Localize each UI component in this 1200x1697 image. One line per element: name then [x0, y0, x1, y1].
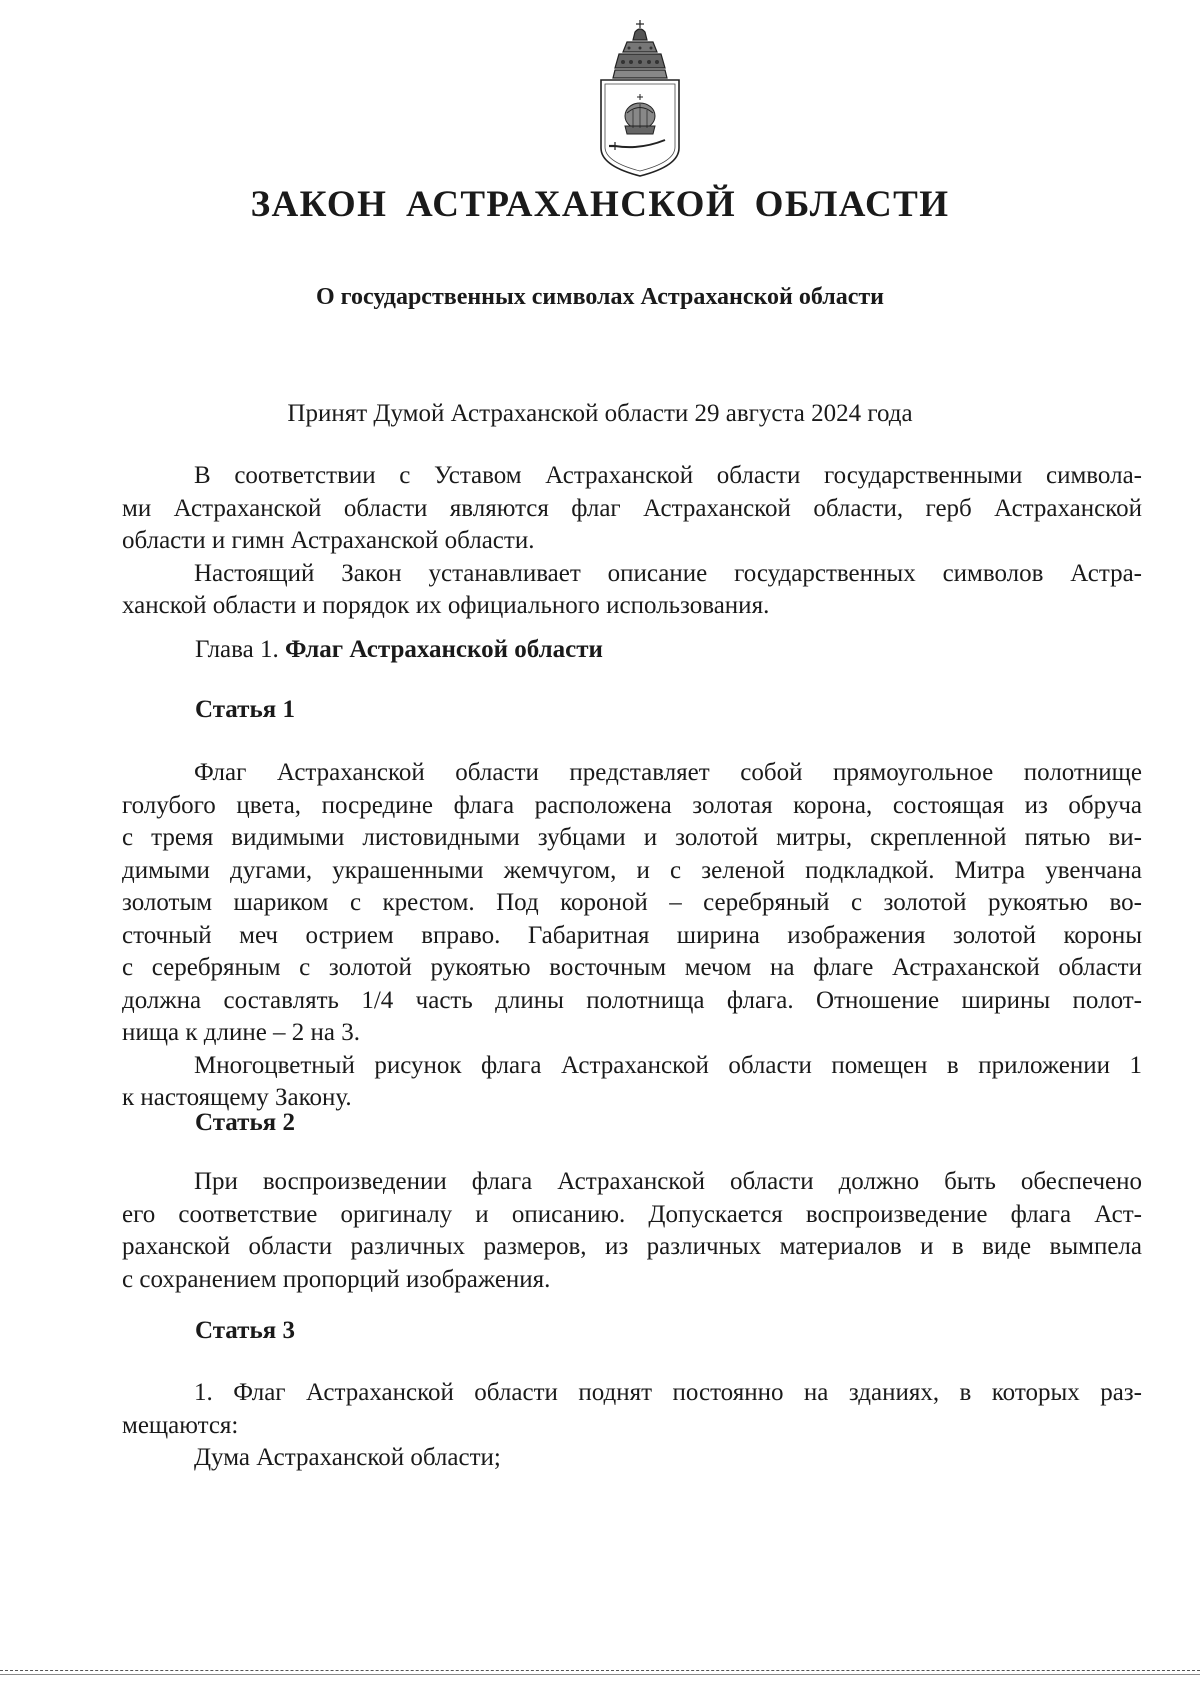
law-subtitle: О государственных символах Астраханской области [316, 284, 884, 310]
law-title: ЗАКОН АСТРАХАНСКОЙ ОБЛАСТИ [250, 184, 950, 225]
astrakhan-coat-of-arms-icon [585, 18, 695, 178]
article-2-text: При воспроизведении флага Астраханской области должно быть обеспечено его соответствие оригиналу и описанию. Допускается воспроизведение флага Аст- раханской области различных размеров, из различных материалов и в виде вымпела с сохранением пропорций изображения. [122, 1168, 1142, 1293]
preamble [122, 460, 1142, 623]
preamble-paragraph-2: Настоящий Закон устанавливает описание государственных символов Астра- [194, 559, 1142, 587]
chapter-heading: Глава 1. Флаг Астраханской области [195, 636, 603, 663]
article-1-heading: Статья 1 [195, 696, 295, 723]
preamble-paragraph-2-end: ханской области и порядок их официального использования. [122, 592, 770, 619]
page-bottom-divider [0, 1670, 1200, 1671]
preamble-paragraph-end: области и гимн Астраханской области. [122, 527, 535, 554]
preamble-paragraph: В соответствии с Уставом Астраханской области государственными символа- [194, 462, 1142, 489]
article-2-heading: Статья 2 [195, 1109, 295, 1136]
article-3-heading: Статья 3 [195, 1317, 295, 1344]
adoption-date: Принят Думой Астраханской области 29 августа 2024 года [287, 400, 913, 427]
page-bottom-divider-2 [0, 1674, 1200, 1675]
preamble-paragraph-cont: ми Астраханской области являются флаг Астраханской области, герб Астраханской [122, 494, 1142, 522]
article-1-text: Флаг Астраханской области представляет собой прямоугольное полотнище голубого цвета, посредине флага расположена золотая корона, состоящая из обруча с тремя видимыми листовидными зубцами и золотой митры, скрепленной пятью ви- димыми дугами, украшенными жемчугом, и с зеленой подкладкой. Митра увенчана золотым шариком с крестом. Под короной – серебряный с золотой рукоятью во- сточный меч острием вправо. Габаритная ширина изображения золотой короны с серебряным с золотой рукоятью восточным мечом на флаге Астраханской области должна составлять 1/4 часть длины полотнища флага. Отношение ширины полот- нища к длине – 2 на 3. Многоцветный рисунок флага Астраханской области помещен в приложении 1 к настоящему Закону. [122, 759, 1142, 1111]
article-3-text: 1. Флаг Астраханской области поднят постоянно на зданиях, в которых раз- мещаются: Дума Астраханской области; [122, 1379, 1142, 1471]
